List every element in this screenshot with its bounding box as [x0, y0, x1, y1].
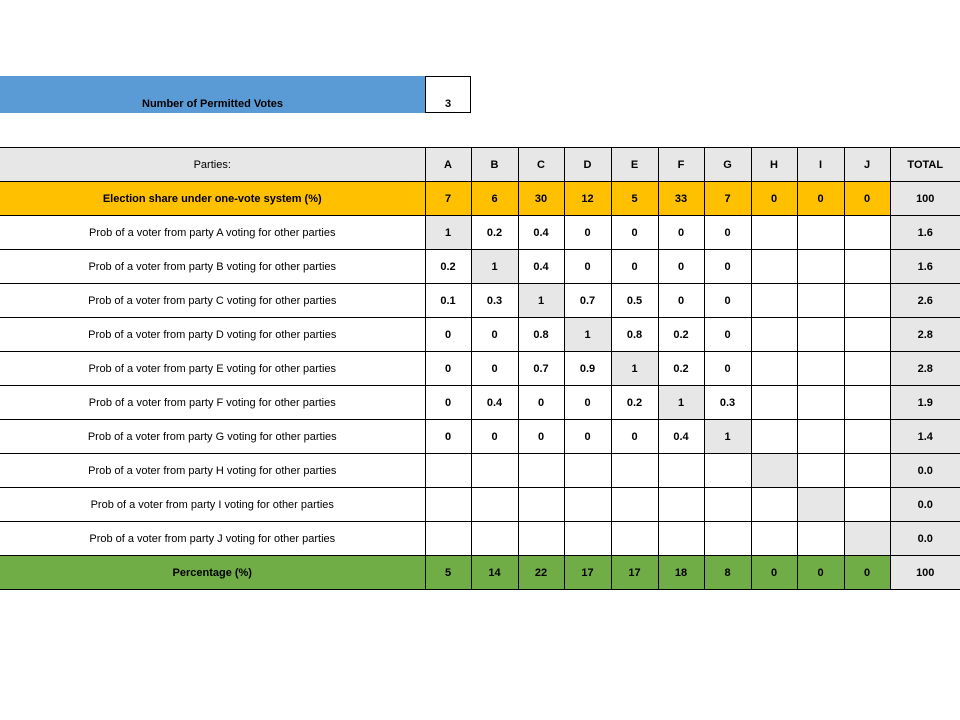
- prob-row-a-cell-e[interactable]: 0: [611, 216, 658, 250]
- prob-row-c-cell-label: Prob of a voter from party C voting for other parties: [0, 284, 425, 318]
- prob-row-h-cell-i[interactable]: [797, 454, 844, 488]
- percentage-row-cell-c[interactable]: 22: [518, 556, 564, 590]
- share-row-cell-d[interactable]: 12: [564, 182, 611, 216]
- header-row-cell-e[interactable]: E: [611, 148, 658, 182]
- percentage-row-cell-total[interactable]: 100: [890, 556, 960, 590]
- prob-row-h-cell-e[interactable]: [611, 454, 658, 488]
- prob-row-e-cell-label: Prob of a voter from party E voting for other parties: [0, 352, 425, 386]
- prob-row-j-cell-label: Prob of a voter from party J voting for other parties: [0, 522, 425, 556]
- prob-row-b-cell-a[interactable]: 0.2: [425, 250, 471, 284]
- header-row-cell-i[interactable]: I: [797, 148, 844, 182]
- prob-row-h-cell-c[interactable]: [518, 454, 564, 488]
- percentage-row-cell-d[interactable]: 17: [564, 556, 611, 590]
- prob-row-a-cell-total[interactable]: 1.6: [890, 216, 960, 250]
- prob-row-c-cell-j[interactable]: [844, 284, 890, 318]
- prob-row-g-cell-g[interactable]: 1: [704, 420, 751, 454]
- share-row-cell-a[interactable]: 7: [425, 182, 471, 216]
- prob-row-e-cell-e[interactable]: 1: [611, 352, 658, 386]
- share-row-cell-label: Election share under one-vote system (%): [0, 182, 425, 216]
- prob-row-j-cell-c[interactable]: [518, 522, 564, 556]
- prob-row-a: [0, 216, 960, 250]
- prob-row-b-cell-g[interactable]: 0: [704, 250, 751, 284]
- prob-row-b-cell-label: Prob of a voter from party B voting for other parties: [0, 250, 425, 284]
- prob-row-f-cell-b[interactable]: 0.4: [471, 386, 518, 420]
- prob-row-j-cell-j[interactable]: [844, 522, 890, 556]
- prob-row-h: [0, 454, 960, 488]
- prob-row-g-cell-i[interactable]: [797, 420, 844, 454]
- share-row-cell-total[interactable]: 100: [890, 182, 960, 216]
- prob-row-g-cell-h[interactable]: [751, 420, 797, 454]
- prob-row-b-cell-e[interactable]: 0: [611, 250, 658, 284]
- prob-row-c-cell-g[interactable]: 0: [704, 284, 751, 318]
- prob-row-e-cell-d[interactable]: 0.9: [564, 352, 611, 386]
- prob-row-g-cell-j[interactable]: [844, 420, 890, 454]
- prob-row-j-cell-d[interactable]: [564, 522, 611, 556]
- percentage-row-cell-b[interactable]: 14: [471, 556, 518, 590]
- share-row-cell-e[interactable]: 5: [611, 182, 658, 216]
- prob-row-j-cell-a[interactable]: [425, 522, 471, 556]
- prob-row-f-cell-j[interactable]: [844, 386, 890, 420]
- prob-row-i-cell-j[interactable]: [844, 488, 890, 522]
- prob-row-e-cell-f[interactable]: 0.2: [658, 352, 704, 386]
- prob-row-b-cell-d[interactable]: 0: [564, 250, 611, 284]
- percentage-row-cell-h[interactable]: 0: [751, 556, 797, 590]
- share-row-cell-h[interactable]: 0: [751, 182, 797, 216]
- share-row-cell-j[interactable]: 0: [844, 182, 890, 216]
- share-row: [0, 182, 960, 216]
- prob-row-a-cell-j[interactable]: [844, 216, 890, 250]
- prob-row-h-cell-b[interactable]: [471, 454, 518, 488]
- share-row-cell-b[interactable]: 6: [471, 182, 518, 216]
- prob-row-a-cell-h[interactable]: [751, 216, 797, 250]
- prob-row-e-cell-g[interactable]: 0: [704, 352, 751, 386]
- prob-row-d-cell-label: Prob of a voter from party D voting for other parties: [0, 318, 425, 352]
- prob-row-b-cell-j[interactable]: [844, 250, 890, 284]
- prob-row-i-cell-d[interactable]: [564, 488, 611, 522]
- prob-row-i-cell-h[interactable]: [751, 488, 797, 522]
- header-row-cell-a[interactable]: A: [425, 148, 471, 182]
- prob-row-f-cell-g[interactable]: 0.3: [704, 386, 751, 420]
- voting-probability-table: [0, 147, 960, 590]
- prob-row-b-cell-h[interactable]: [751, 250, 797, 284]
- prob-row-g-cell-e[interactable]: 0: [611, 420, 658, 454]
- prob-row-e-cell-c[interactable]: 0.7: [518, 352, 564, 386]
- permitted-votes-value[interactable]: 3: [425, 76, 471, 113]
- prob-row-e-cell-h[interactable]: [751, 352, 797, 386]
- prob-row-g-cell-b[interactable]: 0: [471, 420, 518, 454]
- header-row-cell-c[interactable]: C: [518, 148, 564, 182]
- header-row-cell-j[interactable]: J: [844, 148, 890, 182]
- prob-row-d-cell-a[interactable]: 0: [425, 318, 471, 352]
- prob-row-j-cell-b[interactable]: [471, 522, 518, 556]
- prob-row-c-cell-a[interactable]: 0.1: [425, 284, 471, 318]
- header-row-cell-label: Parties:: [0, 148, 425, 182]
- header-row: [0, 148, 960, 182]
- prob-row-j: [0, 522, 960, 556]
- percentage-row-cell-j[interactable]: 0: [844, 556, 890, 590]
- percentage-row-cell-f[interactable]: 18: [658, 556, 704, 590]
- share-row-cell-i[interactable]: 0: [797, 182, 844, 216]
- prob-row-j-cell-i[interactable]: [797, 522, 844, 556]
- permitted-votes-block: [0, 76, 471, 113]
- header-row-cell-b[interactable]: B: [471, 148, 518, 182]
- prob-row-h-cell-d[interactable]: [564, 454, 611, 488]
- prob-row-e-cell-a[interactable]: 0: [425, 352, 471, 386]
- prob-row-h-cell-a[interactable]: [425, 454, 471, 488]
- prob-row-a-cell-label: Prob of a voter from party A voting for other parties: [0, 216, 425, 250]
- prob-row-g-cell-total[interactable]: 1.4: [890, 420, 960, 454]
- prob-row-f-cell-total[interactable]: 1.9: [890, 386, 960, 420]
- prob-row-i-cell-c[interactable]: [518, 488, 564, 522]
- prob-row-h-cell-f[interactable]: [658, 454, 704, 488]
- prob-row-c-cell-f[interactable]: 0: [658, 284, 704, 318]
- prob-row-b-cell-c[interactable]: 0.4: [518, 250, 564, 284]
- prob-row-c-cell-c[interactable]: 1: [518, 284, 564, 318]
- prob-row-j-cell-g[interactable]: [704, 522, 751, 556]
- prob-row-c-cell-d[interactable]: 0.7: [564, 284, 611, 318]
- prob-row-i-cell-b[interactable]: [471, 488, 518, 522]
- prob-row-j-cell-f[interactable]: [658, 522, 704, 556]
- prob-row-j-cell-h[interactable]: [751, 522, 797, 556]
- prob-row-a-cell-c[interactable]: 0.4: [518, 216, 564, 250]
- prob-row-i-cell-f[interactable]: [658, 488, 704, 522]
- prob-row-j-cell-total[interactable]: 0.0: [890, 522, 960, 556]
- prob-row-g-cell-a[interactable]: 0: [425, 420, 471, 454]
- prob-row-b: [0, 250, 960, 284]
- prob-row-e-cell-total[interactable]: 2.8: [890, 352, 960, 386]
- prob-row-c-cell-e[interactable]: 0.5: [611, 284, 658, 318]
- prob-row-i: [0, 488, 960, 522]
- share-row-cell-g[interactable]: 7: [704, 182, 751, 216]
- prob-row-d-cell-b[interactable]: 0: [471, 318, 518, 352]
- prob-row-a-cell-f[interactable]: 0: [658, 216, 704, 250]
- prob-row-e-cell-b[interactable]: 0: [471, 352, 518, 386]
- prob-row-b-cell-total[interactable]: 1.6: [890, 250, 960, 284]
- prob-row-d-cell-i[interactable]: [797, 318, 844, 352]
- prob-row-f-cell-label: Prob of a voter from party F voting for other parties: [0, 386, 425, 420]
- prob-row-h-cell-label: Prob of a voter from party H voting for other parties: [0, 454, 425, 488]
- percentage-row-cell-e[interactable]: 17: [611, 556, 658, 590]
- prob-row-f-cell-a[interactable]: 0: [425, 386, 471, 420]
- prob-row-d-cell-f[interactable]: 0.2: [658, 318, 704, 352]
- prob-row-e: [0, 352, 960, 386]
- prob-row-d-cell-c[interactable]: 0.8: [518, 318, 564, 352]
- prob-row-e-cell-i[interactable]: [797, 352, 844, 386]
- prob-row-b-cell-f[interactable]: 0: [658, 250, 704, 284]
- prob-row-d-cell-e[interactable]: 0.8: [611, 318, 658, 352]
- prob-row-f-cell-i[interactable]: [797, 386, 844, 420]
- prob-row-i-cell-e[interactable]: [611, 488, 658, 522]
- prob-row-d: [0, 318, 960, 352]
- prob-row-a-cell-i[interactable]: [797, 216, 844, 250]
- prob-row-e-cell-j[interactable]: [844, 352, 890, 386]
- prob-row-i-cell-g[interactable]: [704, 488, 751, 522]
- prob-row-i-cell-total[interactable]: 0.0: [890, 488, 960, 522]
- prob-row-d-cell-g[interactable]: 0: [704, 318, 751, 352]
- prob-row-f-cell-h[interactable]: [751, 386, 797, 420]
- prob-row-f-cell-c[interactable]: 0: [518, 386, 564, 420]
- prob-row-g-cell-c[interactable]: 0: [518, 420, 564, 454]
- prob-row-i-cell-i[interactable]: [797, 488, 844, 522]
- prob-row-c: [0, 284, 960, 318]
- prob-row-a-cell-d[interactable]: 0: [564, 216, 611, 250]
- share-row-cell-c[interactable]: 30: [518, 182, 564, 216]
- prob-row-f-cell-d[interactable]: 0: [564, 386, 611, 420]
- prob-row-h-cell-g[interactable]: [704, 454, 751, 488]
- prob-row-d-cell-h[interactable]: [751, 318, 797, 352]
- prob-row-g-cell-f[interactable]: 0.4: [658, 420, 704, 454]
- header-row-cell-f[interactable]: F: [658, 148, 704, 182]
- permitted-votes-label: Number of Permitted Votes: [0, 76, 425, 113]
- share-row-cell-f[interactable]: 33: [658, 182, 704, 216]
- header-row-cell-total[interactable]: TOTAL: [890, 148, 960, 182]
- percentage-row-cell-label: Percentage (%): [0, 556, 425, 590]
- header-row-cell-d[interactable]: D: [564, 148, 611, 182]
- prob-row-g-cell-label: Prob of a voter from party G voting for other parties: [0, 420, 425, 454]
- prob-row-i-cell-label: Prob of a voter from party I voting for other parties: [0, 488, 425, 522]
- prob-row-j-cell-e[interactable]: [611, 522, 658, 556]
- prob-row-h-cell-total[interactable]: 0.0: [890, 454, 960, 488]
- header-row-cell-g[interactable]: G: [704, 148, 751, 182]
- prob-row-a-cell-g[interactable]: 0: [704, 216, 751, 250]
- prob-row-b-cell-i[interactable]: [797, 250, 844, 284]
- prob-row-f-cell-f[interactable]: 1: [658, 386, 704, 420]
- prob-row-g: [0, 420, 960, 454]
- prob-row-h-cell-j[interactable]: [844, 454, 890, 488]
- prob-row-f-cell-e[interactable]: 0.2: [611, 386, 658, 420]
- percentage-row-cell-a[interactable]: 5: [425, 556, 471, 590]
- prob-row-a-cell-a[interactable]: 1: [425, 216, 471, 250]
- prob-row-c-cell-i[interactable]: [797, 284, 844, 318]
- prob-row-c-cell-total[interactable]: 2.6: [890, 284, 960, 318]
- percentage-row: [0, 556, 960, 590]
- prob-row-g-cell-d[interactable]: 0: [564, 420, 611, 454]
- prob-row-b-cell-b[interactable]: 1: [471, 250, 518, 284]
- prob-row-d-cell-total[interactable]: 2.8: [890, 318, 960, 352]
- percentage-row-cell-g[interactable]: 8: [704, 556, 751, 590]
- percentage-row-cell-i[interactable]: 0: [797, 556, 844, 590]
- prob-row-c-cell-h[interactable]: [751, 284, 797, 318]
- prob-row-f: [0, 386, 960, 420]
- prob-row-d-cell-j[interactable]: [844, 318, 890, 352]
- header-row-cell-h[interactable]: H: [751, 148, 797, 182]
- prob-row-a-cell-b[interactable]: 0.2: [471, 216, 518, 250]
- prob-row-h-cell-h[interactable]: [751, 454, 797, 488]
- prob-row-d-cell-d[interactable]: 1: [564, 318, 611, 352]
- prob-row-i-cell-a[interactable]: [425, 488, 471, 522]
- prob-row-c-cell-b[interactable]: 0.3: [471, 284, 518, 318]
